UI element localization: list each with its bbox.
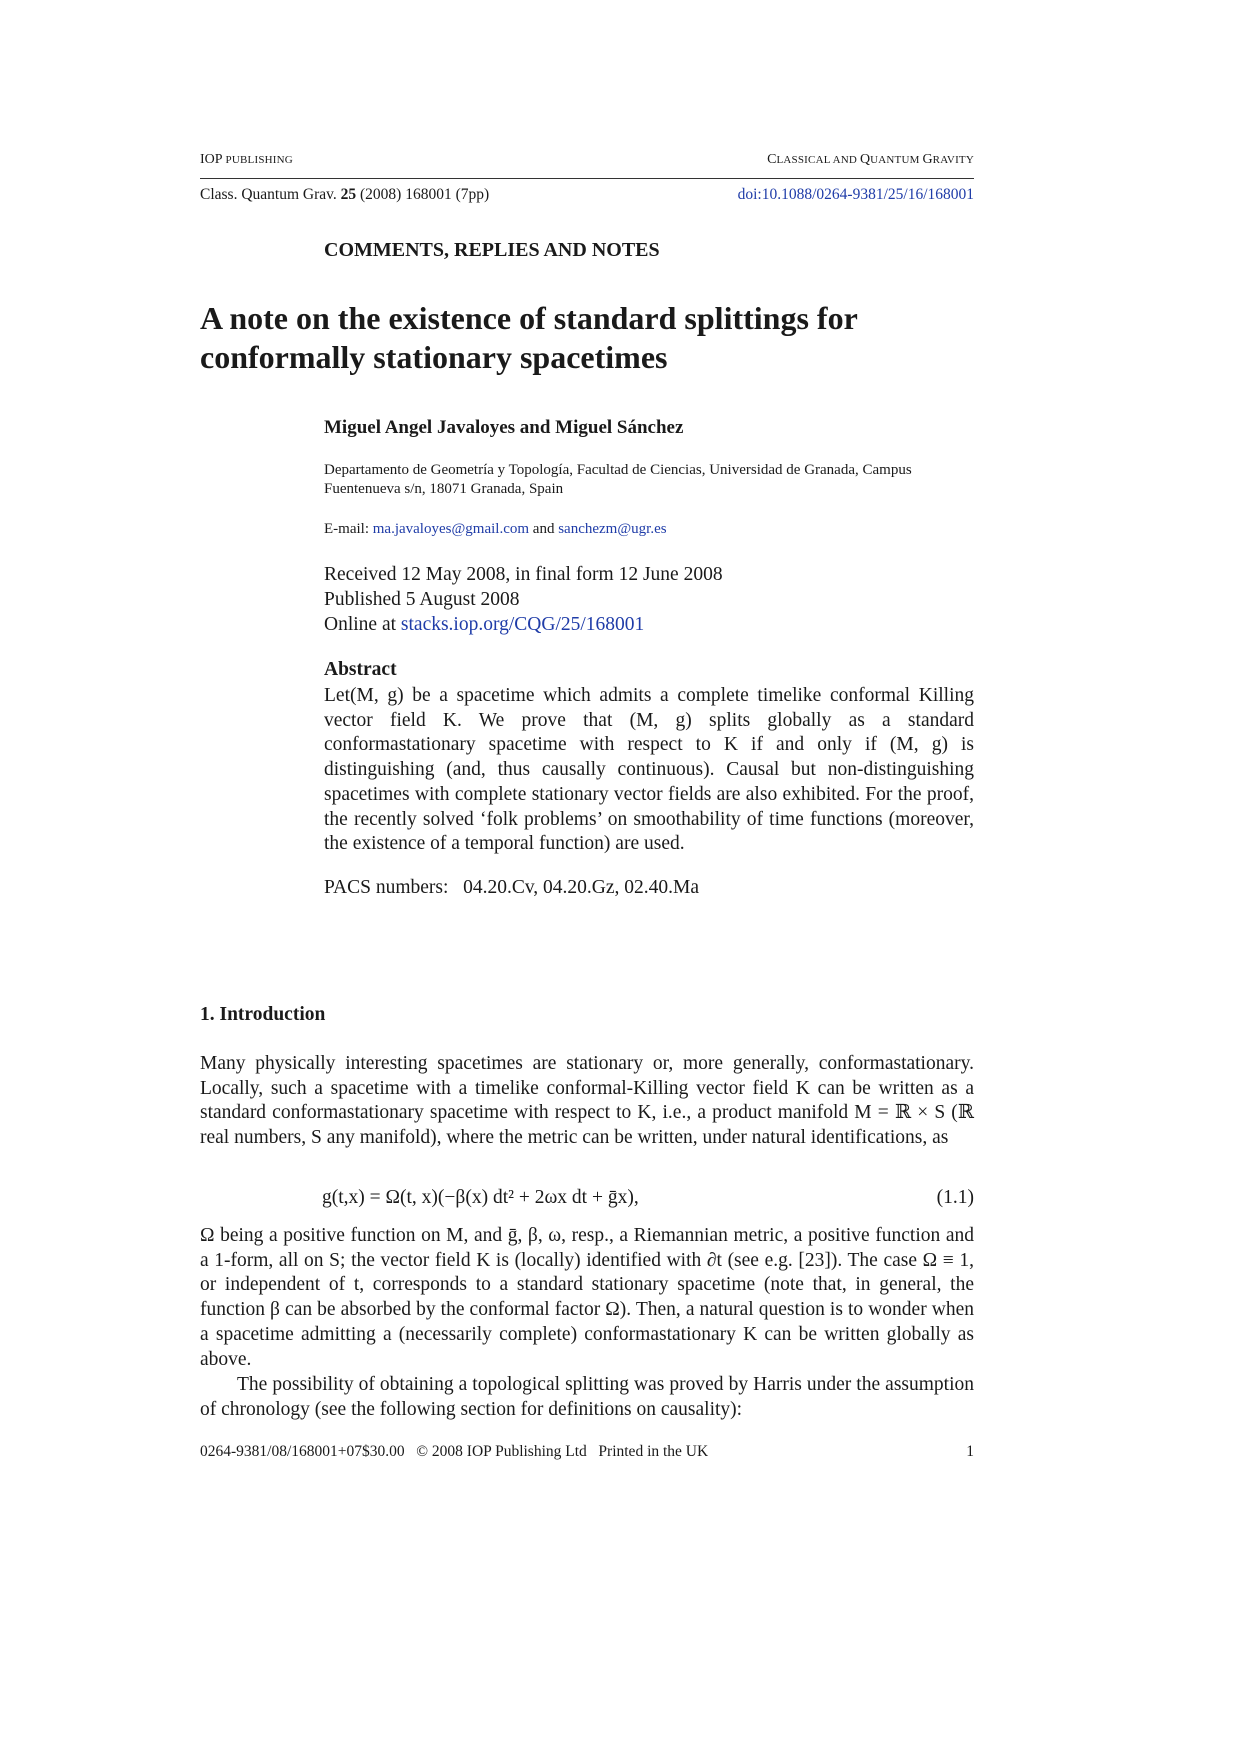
- email-link-javaloyes[interactable]: ma.javaloyes@gmail.com: [372, 521, 530, 537]
- page-number: 1: [966, 1443, 974, 1460]
- pacs-numbers: PACS numbers: 04.20.Cv, 04.20.Gz, 02.40.Ma: [324, 877, 700, 898]
- running-header: [200, 152, 974, 174]
- email-label: E-mail:: [324, 521, 369, 537]
- online-line: Online at stacks.iop.org/CQG/25/168001: [324, 614, 645, 635]
- equation-body: g(t,x) = Ω(t, x)(−β(x) dt² + 2ωx dt + ḡx),: [322, 1187, 639, 1208]
- section-label: COMMENTS, REPLIES AND NOTES: [324, 239, 660, 261]
- abstract-heading: Abstract: [324, 659, 397, 680]
- doi-link[interactable]: doi:10.1088/0264-9381/25/16/168001: [737, 186, 974, 203]
- publication-dates: [324, 562, 723, 637]
- authors: Miguel Angel Javaloyes and Miguel Sánchez: [324, 417, 684, 438]
- received-date: Received 12 May 2008, in final form 12 June 2008: [324, 564, 723, 585]
- journal-citation: Class. Quantum Grav. 25 (2008) 168001 (7pp): [200, 186, 490, 203]
- equation-1-1: [200, 1187, 974, 1213]
- introduction-paragraph: Ω being a positive function on M, and ḡ, β, ω, resp., a Riemannian metric, a positive function and a 1-form, all on S; the vector field K is (locally) identified with ∂t (see e.g. [23]). The case Ω ≡ 1, or independent of t, corresponds to a standard stationary spacetime (note that, in general, the function β can be absorbed by the conformal factor Ω). Then, a natural question is to wonder when a spacetime admitting a (necessarily complete) conformastationary K can be written globally as above.: [200, 1225, 974, 1370]
- publisher-name: IOP PUBLISHING: [200, 152, 293, 167]
- introduction-paragraph: The possibility of obtaining a topological splitting was proved by Harris under the assumption of chronology (see the following section for definitions on causality):: [200, 1374, 974, 1420]
- copyright-line: 0264-9381/08/168001+07$30.00 © 2008 IOP Publishing Ltd Printed in the UK: [200, 1443, 709, 1460]
- paper-title: A note on the existence of standard splittings for conformally stationary spacetimes: [200, 300, 858, 375]
- email-link-sanchez[interactable]: sanchezm@ugr.es: [558, 521, 667, 537]
- journal-name: CLASSICAL AND QUANTUM GRAVITY: [767, 152, 974, 167]
- online-link[interactable]: stacks.iop.org/CQG/25/168001: [400, 614, 645, 635]
- introduction-paragraph: Many physically interesting spacetimes are stationary or, more generally, conformastationary. Locally, such a spacetime with a timelike conformal-Killing vector field K can be written as a standard conformastationary spacetime with respect to K, i.e., a product manifold M = ℝ × S (ℝ real numbers, S any manifold), where the metric can be written, under natural identifications, as: [200, 1053, 974, 1149]
- published-date: Published 5 August 2008: [324, 589, 520, 610]
- affiliation: Departamento de Geometría y Topología, Facultad de Ciencias, Universidad de Granada, Campus Fuentenueva s/n, 18071 Granada, Spain: [324, 462, 912, 497]
- email-line: [324, 521, 667, 538]
- email-joiner: and: [532, 521, 555, 537]
- header-rule: [200, 178, 974, 179]
- introduction-heading: 1. Introduction: [200, 1004, 326, 1025]
- equation-number: (1.1): [936, 1187, 974, 1208]
- abstract-text: Let(M, g) be a spacetime which admits a complete timelike conformal Killing vector field K. We prove that (M, g) splits globally as a standard conformastationary spacetime with respect to K if and only if (M, g) is distinguishing (and, thus causally continuous). Causal but non-distinguishing spacetimes with complete stationary vector fields are also exhibited. For the proof, the recently solved ‘folk problems’ on smoothability of time functions (moreover, the existence of a temporal function) are used.: [324, 685, 974, 855]
